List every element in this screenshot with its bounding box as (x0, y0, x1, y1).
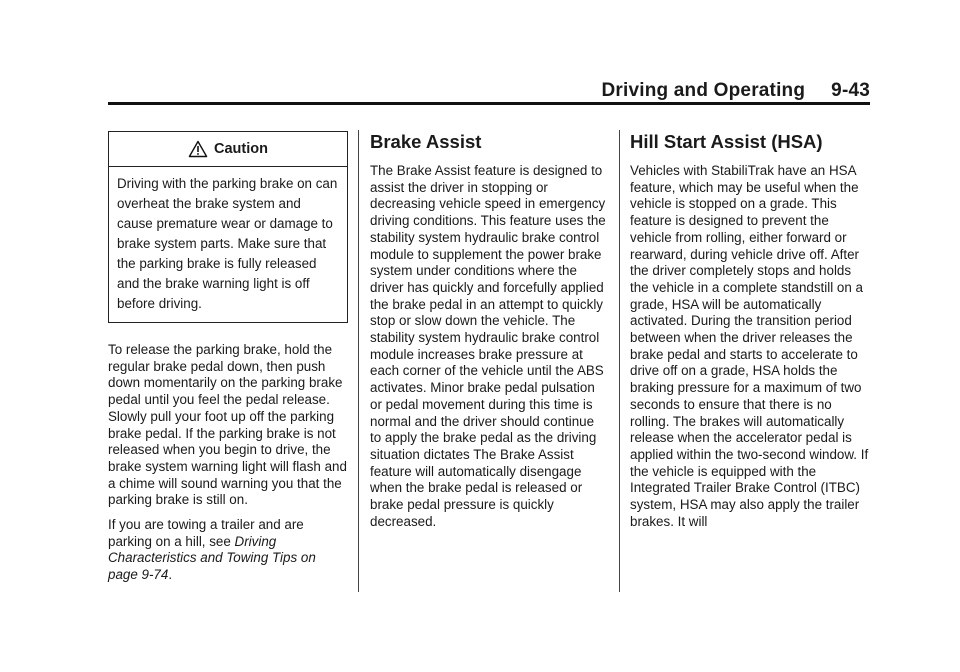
caution-header (109, 132, 347, 167)
column-divider-1 (358, 130, 359, 592)
caution-text: Driving with the parking brake on can overheat the brake system and cause premature wear or damage to brake system parts. Make sure that the parking brake is fully released and the brake warning light is off before driving. (117, 176, 338, 311)
hsa-paragraph: Vehicles with StabiliTrak have an HSA feature, which may be useful when the vehicle is stopped on a grade. This feature is designed to prevent the vehicle from rolling, either forward or rearward, during vehicle drive off. After the driver completely stops and holds the vehicle in a complete standstill on a grade, HSA will be automatically activated. During the transition period between when the driver releases the brake pedal and starts to accelerate to drive off on a grade, HSA holds the braking pressure for a maximum of two seconds to ensure that there is no rolling. The brakes will automatically release when the accelerator pedal is applied within the two-second window. If the vehicle is equipped with the Integrated Trailer Brake Control (ITBC) system, HSA may also apply the trailer brakes. It will (630, 163, 869, 529)
column-3 (630, 120, 870, 538)
release-paragraph: To release the parking brake, hold the regular brake pedal down, then push down momentarily on the parking brake pedal until you feel the pedal release. Slowly pull your foot up off the parking brake pedal. If the parking brake is not released when you begin to drive, the brake system warning light will flash and a chime will sound warning you that the parking brake is still on. (108, 342, 347, 508)
brake-assist-heading: Brake Assist (370, 131, 482, 152)
column-1 (108, 120, 348, 592)
caution-box (108, 131, 348, 323)
header-rule (108, 102, 870, 105)
towing-text: If you are towing a trailer and are parking on a hill, see (108, 517, 304, 549)
section-title: Driving and Operating (601, 80, 806, 101)
towing-text-end: . (168, 567, 173, 583)
hsa-heading: Hill Start Assist (HSA) (630, 131, 823, 152)
column-2 (370, 120, 607, 538)
page-number: 9-43 (831, 80, 870, 101)
caution-title: Caution (214, 140, 268, 157)
towing-paragraph (108, 517, 348, 584)
towing-reference-link[interactable]: Driving Characteristics and Towing Tips on page 9-74 (108, 533, 316, 583)
page-header (601, 80, 870, 102)
brake-assist-paragraph: The Brake Assist feature is designed to assist the driver in stopping or decreasing vehicle speed in emergency driving conditions. This feature uses the stability system hydraulic brake control module to supplement the power brake system under conditions where the driver has quickly and forcefully applied the brake pedal in an attempt to quickly stop or slow down the vehicle. The stability system hydraulic brake control module increases brake pressure at each corner of the vehicle until the ABS activates. Minor brake pedal pulsation or pedal movement during this time is normal and the driver should continue to apply the brake pedal as the driving situation dictates The Brake Assist feature will automatically disengage when the brake pedal is released or brake pedal pressure is quickly decreased. (370, 163, 606, 529)
column-divider-2 (619, 130, 620, 592)
warning-triangle-icon (188, 140, 208, 158)
